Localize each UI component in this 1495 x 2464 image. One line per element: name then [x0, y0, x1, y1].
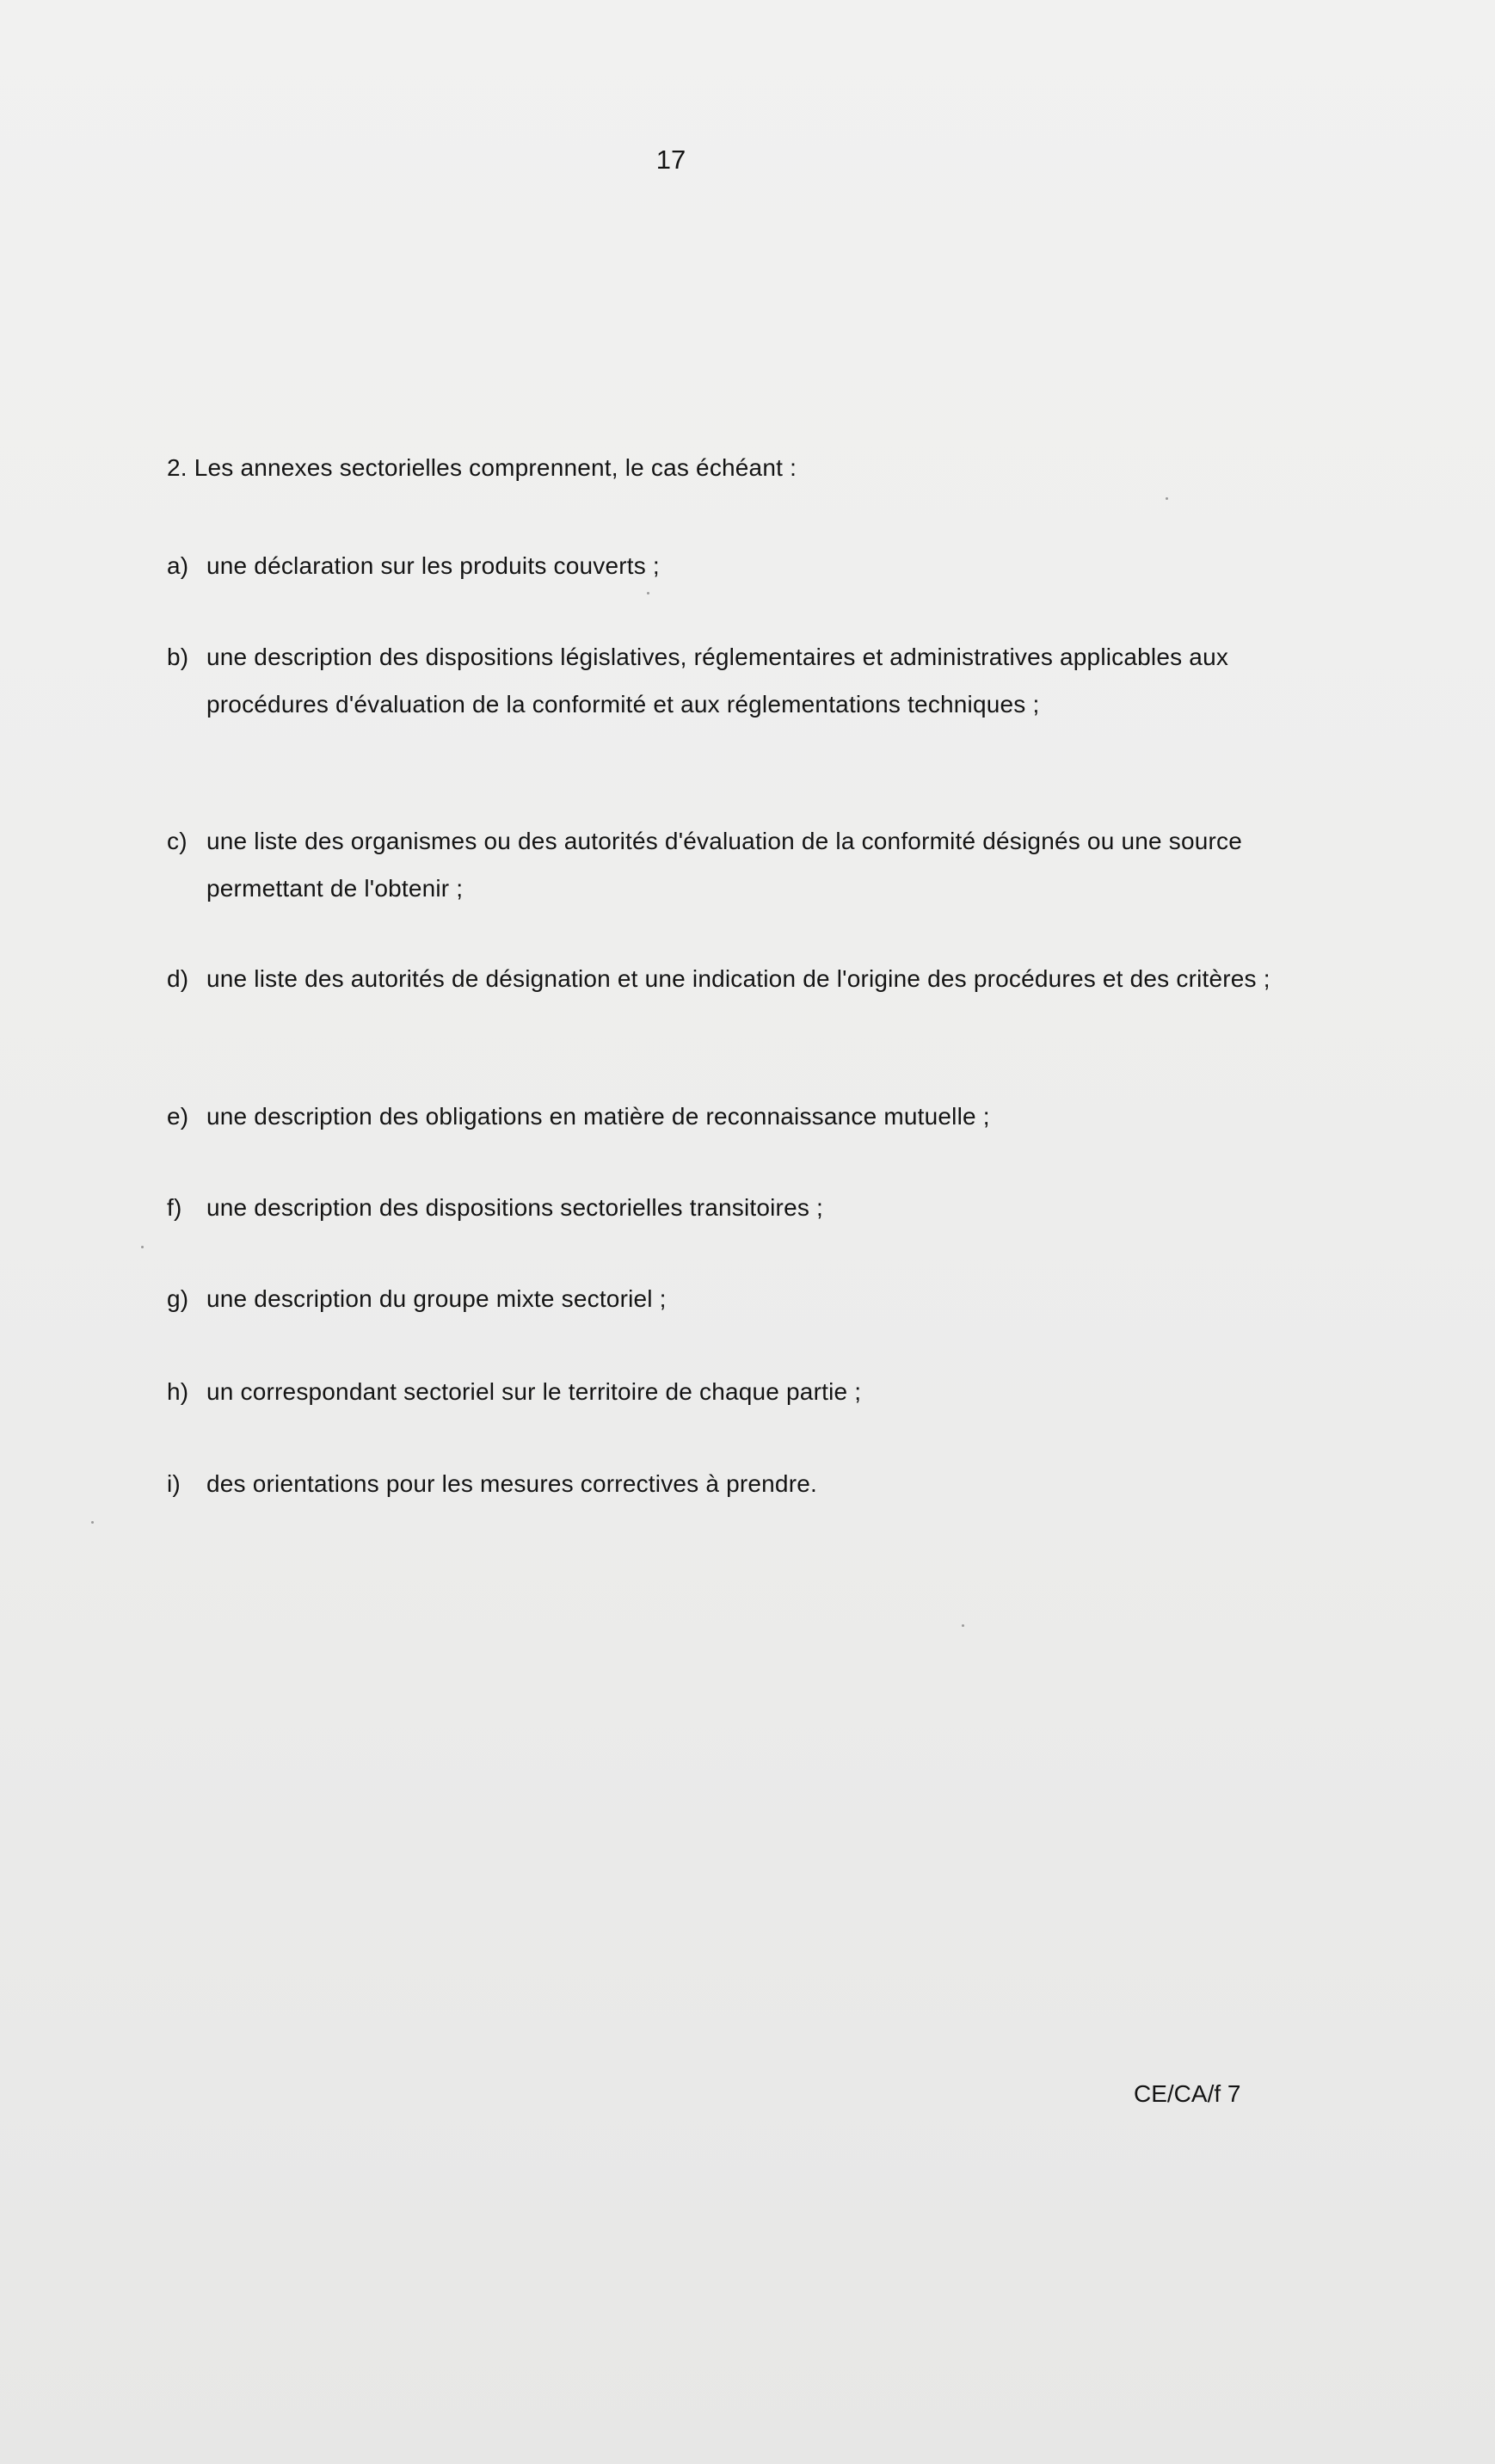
list-item-letter: f)	[167, 1194, 182, 1221]
list-item-text: une description du groupe mixte sectoriel ;	[206, 1285, 667, 1312]
page-number: 17	[655, 145, 686, 175]
list-item-i	[167, 1460, 1277, 1507]
list-item-text: une liste des organismes ou des autorités d'évaluation de la conformité désignés ou une source permettant de l'obtenir ;	[206, 828, 1242, 902]
list-item-b	[167, 633, 1277, 728]
paper-speck	[647, 592, 649, 594]
paper-speck	[962, 1624, 964, 1627]
list-item-g	[167, 1275, 1277, 1322]
list-item-text: des orientations pour les mesures correctives à prendre.	[206, 1470, 817, 1497]
list-item-letter: b)	[167, 644, 189, 670]
list-item-letter: e)	[167, 1103, 189, 1130]
list-item-letter: d)	[167, 965, 189, 992]
list-item-text: une description des dispositions législatives, réglementaires et administratives applicables aux procédures d'évaluation de la conformité et aux réglementations techniques ;	[206, 644, 1229, 718]
document-reference: CE/CA/f 7	[1134, 2080, 1241, 2107]
paper-speck	[141, 1246, 144, 1248]
paper-speck	[1166, 497, 1168, 500]
list-item-letter: c)	[167, 828, 188, 854]
list-item-f	[167, 1184, 1277, 1231]
list-item-text: une liste des autorités de désignation et une indication de l'origine des procédures et des critères ;	[206, 965, 1270, 992]
list-item-text: un correspondant sectoriel sur le territoire de chaque partie ;	[206, 1378, 862, 1405]
list-item-letter: g)	[167, 1285, 189, 1312]
list-item-letter: i)	[167, 1470, 181, 1497]
list-item-e	[167, 1093, 1277, 1140]
list-item-h	[167, 1368, 1277, 1415]
list-item-a	[167, 542, 1277, 589]
list-item-d	[167, 955, 1277, 1002]
paper-speck	[91, 1521, 94, 1524]
list-item-c	[167, 817, 1277, 912]
list-item-text: une description des obligations en matière de reconnaissance mutuelle ;	[206, 1103, 990, 1130]
list-item-text: une description des dispositions sectorielles transitoires ;	[206, 1194, 824, 1221]
list-item-letter: h)	[167, 1378, 189, 1405]
paragraph-intro: 2. Les annexes sectorielles comprennent, le cas échéant :	[167, 454, 797, 481]
list-item-text: une déclaration sur les produits couverts ;	[206, 552, 660, 579]
list-item-letter: a)	[167, 552, 189, 579]
